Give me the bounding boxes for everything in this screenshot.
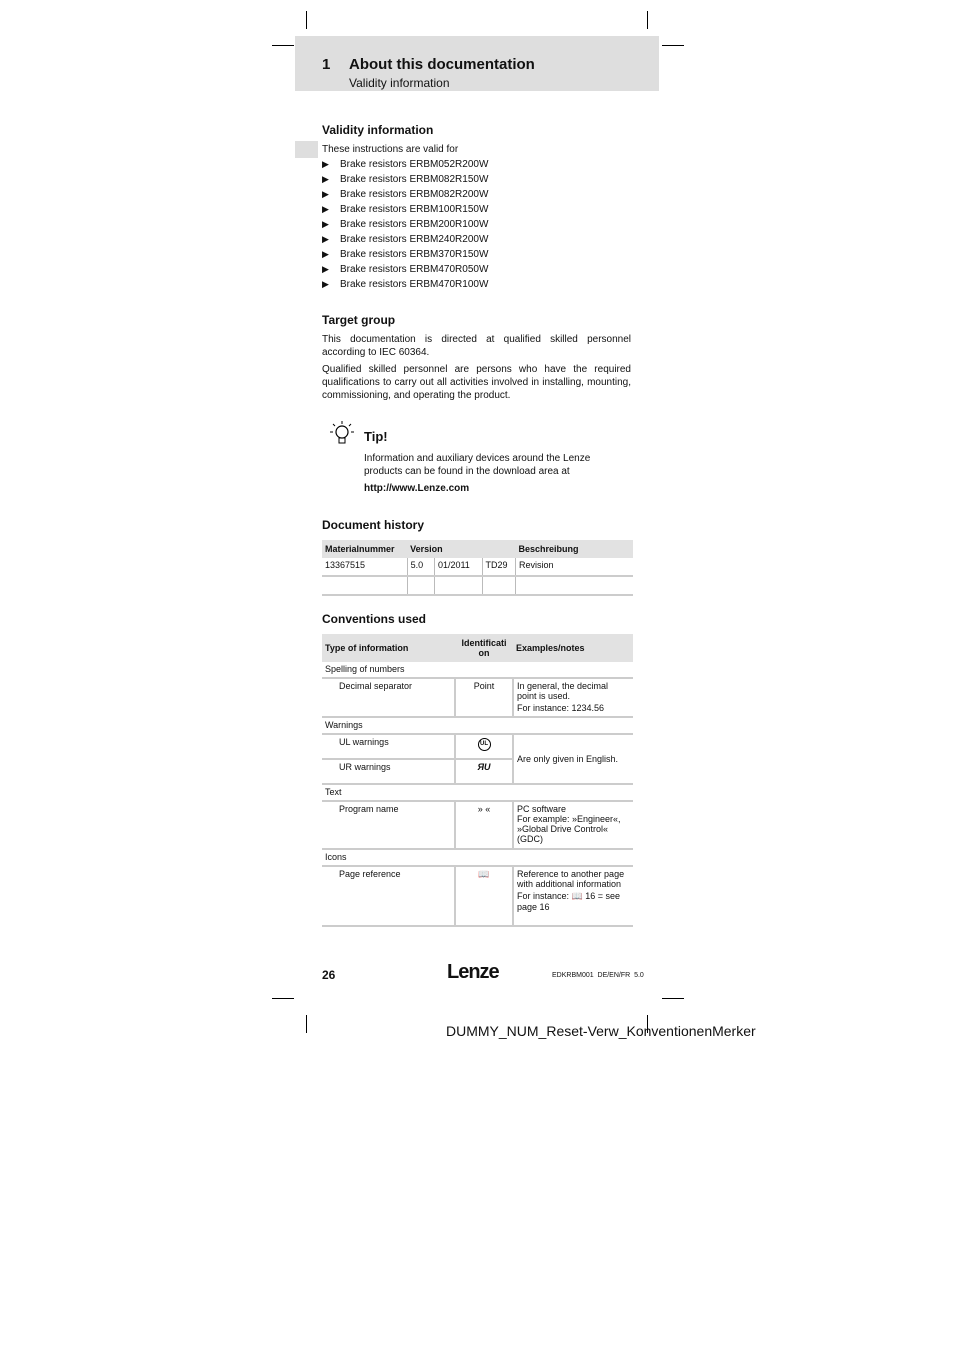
validity-intro: These instructions are valid for	[322, 144, 459, 155]
bullet-arrow-icon: ▶	[322, 219, 329, 229]
conv-header-ident: Identificati on	[455, 634, 513, 662]
list-item: ▶ Brake resistors ERBM470R050W	[322, 264, 489, 275]
validity-list	[322, 157, 488, 292]
table-row	[322, 576, 633, 595]
history-date: 01/2011	[434, 558, 482, 576]
chapter-number: 1	[322, 56, 331, 73]
group-label: Text	[322, 784, 633, 801]
book-icon: 📖	[478, 869, 490, 879]
history-version: 5.0	[407, 558, 434, 576]
crop-mark	[272, 998, 294, 999]
crop-mark	[662, 998, 684, 999]
conv-header-type: Type of information	[322, 634, 455, 662]
list-item: ▶ Brake resistors ERBM370R150W	[322, 249, 489, 260]
tip-link[interactable]: http://www.Lenze.com	[364, 483, 470, 494]
bullet-arrow-icon: ▶	[322, 264, 329, 274]
crop-mark	[662, 45, 684, 46]
table-row: Decimal separator Point In general, the decimal point is used. For instance: 1234.56	[322, 678, 633, 717]
book-icon: 📖	[571, 891, 583, 901]
group-label: Warnings	[322, 717, 633, 734]
bullet-arrow-icon: ▶	[322, 189, 329, 199]
table-row: Program name » « PC software For example: »Engineer«, »Global Drive Control« (GDC)	[322, 801, 633, 849]
history-description: Revision	[515, 558, 633, 576]
ur-mark-icon: ЯU	[477, 762, 491, 772]
bullet-arrow-icon: ▶	[322, 174, 329, 184]
table-row	[322, 558, 633, 576]
history-code: TD29	[482, 558, 515, 576]
margin-marker	[295, 141, 318, 158]
list-item: ▶ Brake resistors ERBM470R100W	[322, 279, 489, 290]
history-header-description: Beschreibung	[515, 540, 633, 558]
target-paragraph-1: This documentation is directed at qualified skilled personnel according to IEC 60364.	[322, 334, 631, 358]
group-label: Icons	[322, 849, 633, 866]
bullet-arrow-icon: ▶	[322, 204, 329, 214]
list-item: ▶ Brake resistors ERBM082R150W	[322, 174, 489, 185]
list-item: ▶ Brake resistors ERBM082R200W	[322, 189, 489, 200]
history-header-version: Version	[407, 540, 515, 558]
crop-mark	[306, 11, 307, 29]
doc-id: EDKRBM001 DE/EN/FR 5.0	[552, 972, 644, 979]
list-item: ▶ Brake resistors ERBM052R200W	[322, 159, 489, 170]
history-material: 13367515	[322, 558, 407, 576]
tip-label: Tip!	[364, 429, 388, 444]
job-id: DUMMY_NUM_Reset-Verw_KonventionenMerker	[446, 1023, 756, 1039]
list-item: ▶ Brake resistors ERBM240R200W	[322, 234, 489, 245]
ul-mark-icon: UL	[478, 738, 491, 751]
table-row: UR warnings ЯU	[322, 759, 633, 784]
target-paragraph-2: Qualified skilled personnel are persons who have the required qualifications to carry out all activities involved in installing, mounting, commissioning, and operating the product.	[322, 364, 631, 401]
conventions-heading: Conventions used	[322, 612, 427, 626]
tip-text: Information and auxiliary devices around the Lenze products can be found in the download area at	[364, 453, 591, 477]
bullet-arrow-icon: ▶	[322, 249, 329, 259]
list-item: ▶ Brake resistors ERBM200R100W	[322, 219, 489, 230]
list-item: ▶ Brake resistors ERBM100R150W	[322, 204, 489, 215]
history-table	[322, 540, 633, 596]
bullet-arrow-icon: ▶	[322, 279, 329, 289]
chapter-title: About this documentation	[349, 56, 535, 73]
page-number: 26	[322, 968, 336, 982]
table-row: Page reference 📖 Reference to another page with additional information For instance: 📖 16 = see page 16	[322, 866, 633, 926]
bullet-arrow-icon: ▶	[322, 159, 329, 169]
lightbulb-icon	[327, 419, 357, 449]
conventions-table	[322, 634, 633, 927]
crop-mark	[306, 1015, 307, 1033]
group-label: Spelling of numbers	[322, 662, 633, 678]
lenze-logo: Lenze	[447, 961, 499, 983]
bullet-arrow-icon: ▶	[322, 234, 329, 244]
crop-mark	[272, 45, 294, 46]
crop-mark	[647, 11, 648, 29]
history-heading: Document history	[322, 518, 425, 532]
validity-heading: Validity information	[322, 123, 434, 137]
table-row: UL warnings UL Are only given in English.	[322, 734, 633, 759]
chapter-subtitle: Validity information	[349, 76, 450, 90]
conv-header-examples: Examples/notes	[513, 634, 633, 662]
target-heading: Target group	[322, 313, 396, 327]
history-header-material: Materialnummer	[322, 540, 407, 558]
